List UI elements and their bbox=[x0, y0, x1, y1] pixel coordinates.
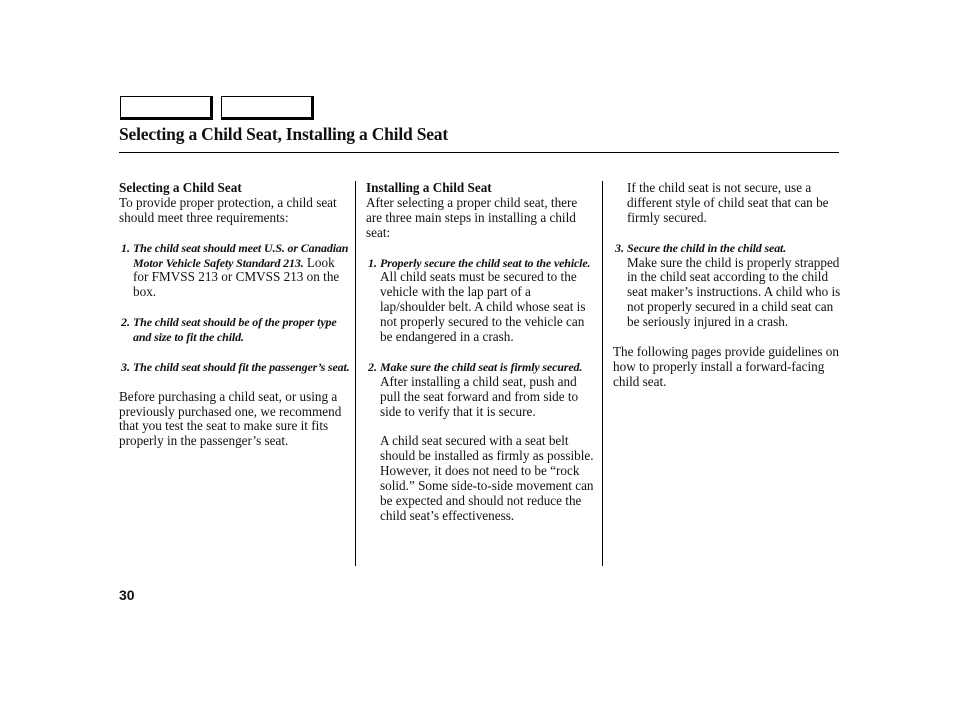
item-lead: The child seat should meet U.S. or Canadian Motor Vehicle Safety Standard 213. bbox=[133, 240, 349, 270]
item-body: Look for FMVSS 213 or CMVSS 213 on the box. bbox=[133, 254, 340, 300]
item-number: 3. bbox=[615, 240, 624, 255]
paragraph: If the child seat is not secure, use a different style of child seat that can be firmly secured. bbox=[627, 180, 829, 225]
list-item bbox=[366, 256, 596, 345]
column-selecting bbox=[119, 181, 353, 449]
nav-button-next[interactable] bbox=[221, 96, 314, 120]
title-divider bbox=[119, 152, 839, 153]
item-number: 2. bbox=[368, 359, 377, 374]
item-lead: The child seat should be of the proper type and size to fit the child. bbox=[133, 315, 337, 345]
item-body: After installing a child seat, push and pull the seat forward and from side to side to verify that it is secure. bbox=[380, 373, 579, 419]
paragraph: The following pages provide guidelines on how to properly install a forward-facing child seat. bbox=[613, 343, 839, 389]
item-lead: Properly secure the child seat to the vehicle. bbox=[380, 255, 591, 270]
section-heading: Installing a Child Seat bbox=[366, 180, 492, 195]
paragraph: A child seat secured with a seat belt should be installed as firmly as possible. However, it does not need to be “rock solid.” Some side-to-side movement can be expected and should not reduce the child seat’s effectiveness. bbox=[380, 433, 594, 523]
column-divider bbox=[602, 181, 603, 566]
section-heading: Selecting a Child Seat bbox=[119, 180, 242, 195]
item-lead: Make sure the child seat is firmly secured. bbox=[380, 359, 583, 374]
list-item bbox=[613, 241, 843, 330]
item-body: All child seats must be secured to the vehicle with the lap part of a lap/shoulder belt. A child whose seat is not properly secured to the vehicle can be endangered in a crash. bbox=[380, 269, 586, 345]
page-title: Selecting a Child Seat, Installing a Child Seat bbox=[119, 124, 448, 144]
column-continued bbox=[613, 181, 843, 390]
list-item bbox=[119, 360, 353, 375]
paragraph: To provide proper protection, a child seat should meet three requirements: bbox=[119, 194, 337, 225]
column-installing bbox=[366, 181, 596, 524]
item-body: Make sure the child is properly strapped in the child seat according to the child seat maker’s instructions. A child who is not properly secured in a child seat can be seriously injured in a crash. bbox=[627, 254, 841, 330]
paragraph: Before purchasing a child seat, or using a previously purchased one, we recommend that you test the seat to make sure it fits properly in the passenger’s seat. bbox=[119, 388, 342, 449]
item-lead: The child seat should fit the passenger’s seat. bbox=[133, 359, 350, 374]
list-item bbox=[119, 241, 353, 301]
nav-button-previous[interactable] bbox=[120, 96, 213, 120]
item-number: 1. bbox=[121, 240, 130, 255]
paragraph: After selecting a proper child seat, there are three main steps in installing a child seat: bbox=[366, 194, 578, 240]
item-number: 2. bbox=[121, 315, 130, 330]
list-item bbox=[366, 360, 596, 420]
page-number: 30 bbox=[119, 587, 135, 603]
list-item bbox=[119, 315, 353, 345]
item-number: 1. bbox=[368, 255, 377, 270]
item-lead: Secure the child in the child seat. bbox=[627, 240, 787, 255]
column-divider bbox=[355, 181, 356, 566]
item-number: 3. bbox=[121, 359, 130, 374]
